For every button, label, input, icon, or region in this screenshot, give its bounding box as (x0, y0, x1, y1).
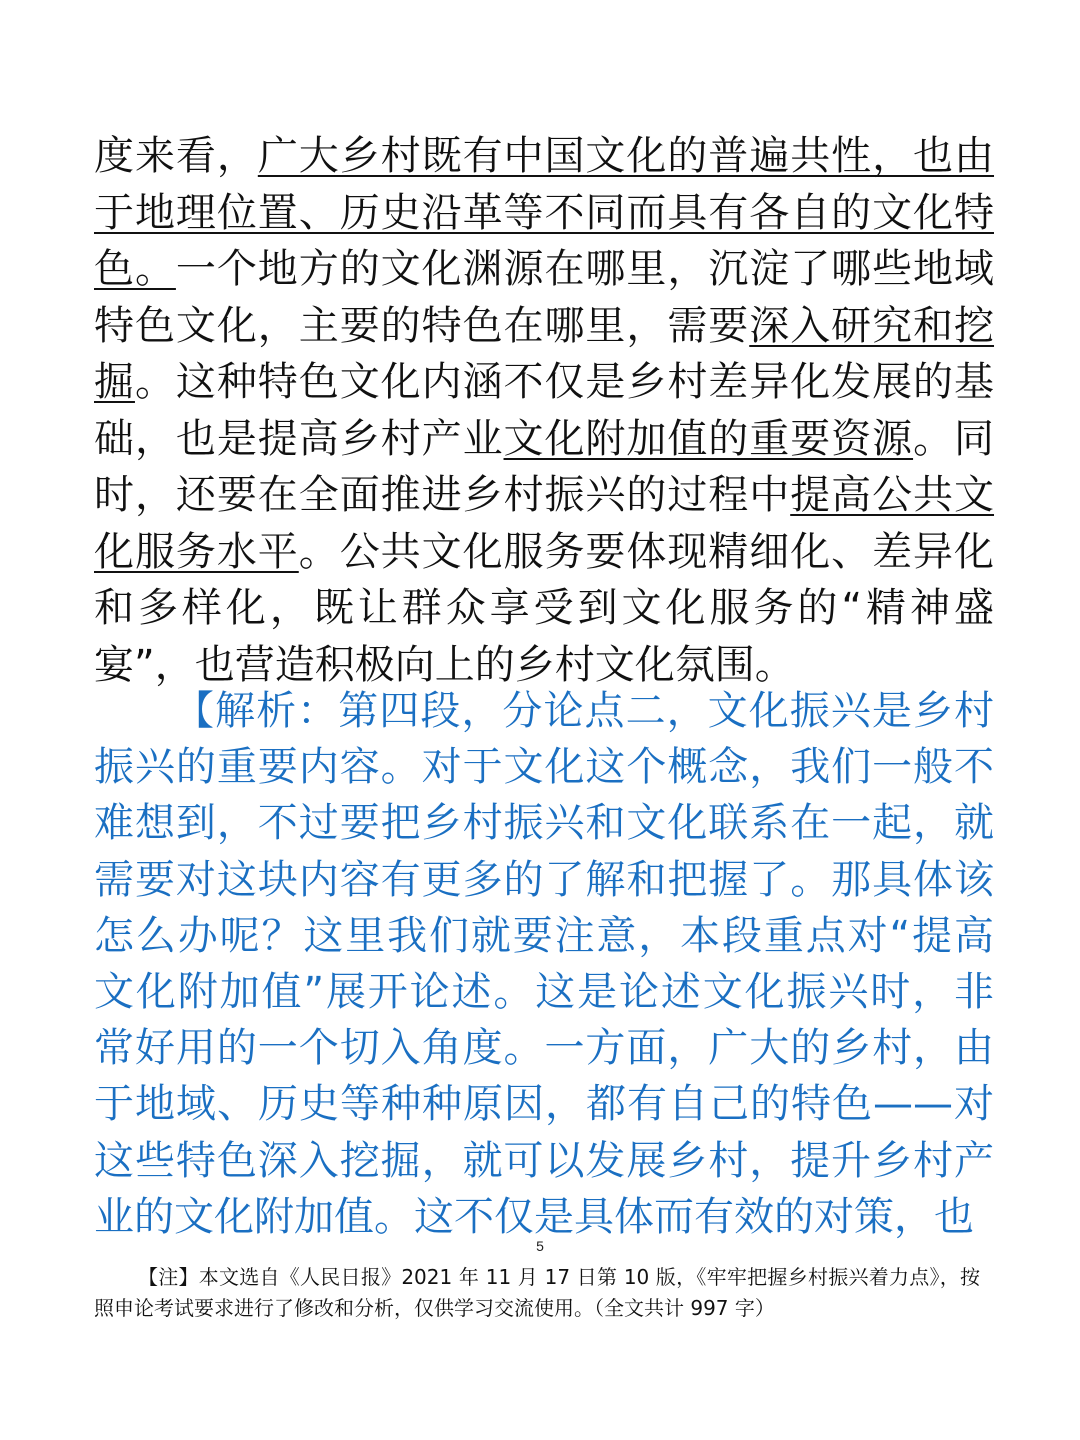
body-segment: 。同时，还要在全面推进乡村振兴的过程中 (94, 415, 995, 518)
underlined-phrase: 文化附加值的重要资源 (503, 415, 914, 462)
analysis-paragraph: 【解析：第四段，分论点二，文化振兴是乡村振兴的重要内容。对于文化这个概念，我们一般不难想到，不过要把乡村振兴和文化联系在一起，就需要对这块内容有更多的了解和把握了。那具体该怎么办呢？这里我们就要注意，本段重点对“提高文化附加值”展开论述。这是论述文化振兴时，非常好用的一个切入角度。一方面，广大的乡村，由于地域、历史等种种原因，都有自己的特色——对这些特色深入挖掘，就可以发展乡村，提升乡村产业的文化附加值。这不仅是具体而有效的对策，也 (94, 688, 994, 1240)
body-segment: 。这种特色文化内涵不仅是乡村差异化发展的基础，也是提高乡村产业 (94, 359, 995, 462)
body-segment: 。公共文化服务要体现精细化、差异化和多样化，既让群众享受到文化服务的“精神盛宴”，也营造积极向上的乡村文化氛围。 (94, 528, 995, 688)
main-paragraph (94, 128, 994, 693)
underlined-phrase: 提高公共文化服务水平 (94, 472, 995, 575)
page-number: 5 (536, 1238, 544, 1254)
underlined-phrase: 广大乡村既有中国文化的普遍共性，也由于地理位置、历史沿革等不同而具有各自的文化特色。 (94, 133, 995, 292)
underlined-phrase: 深入研究和挖掘 (94, 302, 995, 405)
body-segment: 度来看， (94, 133, 258, 179)
body-segment: 一个地方的文化渊源在哪里，沉淀了哪些地域特色文化，主要的特色在哪里，需要 (94, 246, 995, 349)
footnote: 【注】本文选自《人民日报》2021 年 11 月 17 日第 10 版，《牢牢把握乡村振兴着力点》，按照申论考试要求进行了修改和分析，仅供学习交流使用。（全文共计 997 字） (94, 1265, 980, 1320)
